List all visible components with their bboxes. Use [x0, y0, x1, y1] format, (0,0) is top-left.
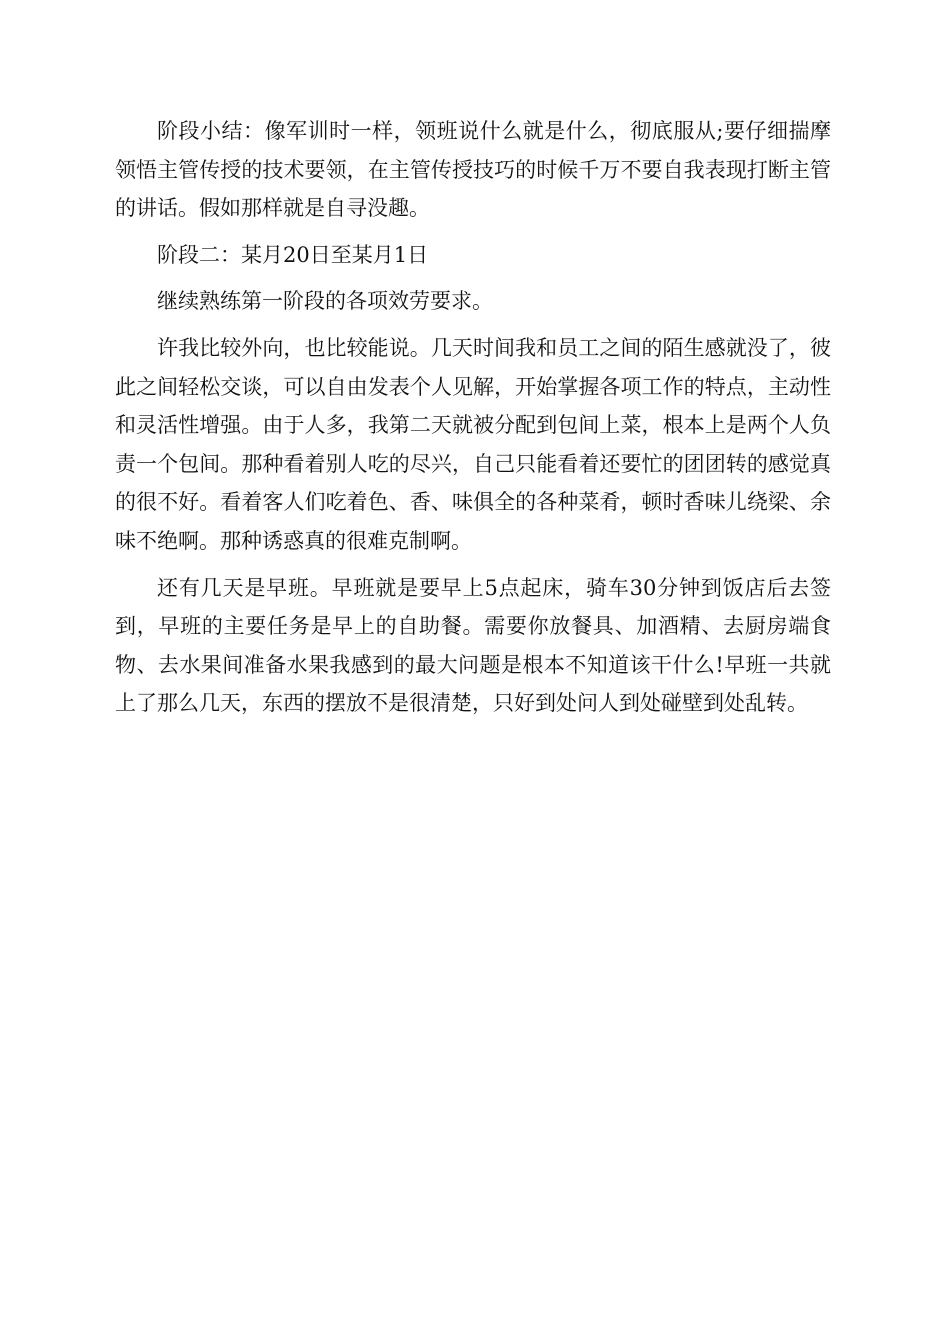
paragraph-morning-shift: 还有几天是早班。早班就是要早上5点起床，骑车30分钟到饭店后去签到，早班的主要任务是早上的自助餐。需要你放餐具、加酒精、去厨房端食物、去水果间准备水果我感到的最大问题是根本不知道该干什么!早班一共就上了那么几天，东西的摆放不是很清楚，只好到处问人到处碰壁到处乱转。: [115, 575, 831, 716]
paragraph-private-room-service: 许我比较外向，也比较能说。几天时间我和员工之间的陌生感就没了，彼此之间轻松交谈，可以自由发表个人见解，开始掌握各项工作的特点，主动性和灵活性增强。由于人多，我第二天就被分配到包间上菜，根本上是两个人负责一个包间。那种看着别人吃的尽兴，自己只能看着还要忙的团团转的感觉真的很不好。看着客人们吃着色、香、味俱全的各种菜肴，顿时香味儿绕梁、余味不绝啊。那种诱惑真的很难克制啊。: [115, 335, 831, 553]
paragraph-stage-summary: 阶段小结：像军训时一样，领班说什么就是什么，彻底服从;要仔细揣摩领悟主管传授的技术要领，在主管传授技巧的时候千万不要自我表现打断主管的讲话。假如那样就是自寻没趣。: [115, 119, 831, 221]
document-body: [115, 112, 831, 723]
paragraph-continue-training: 继续熟练第一阶段的各项效劳要求。: [157, 289, 493, 314]
paragraph-stage-two-heading: 阶段二：某月20日至某月1日: [157, 242, 429, 267]
